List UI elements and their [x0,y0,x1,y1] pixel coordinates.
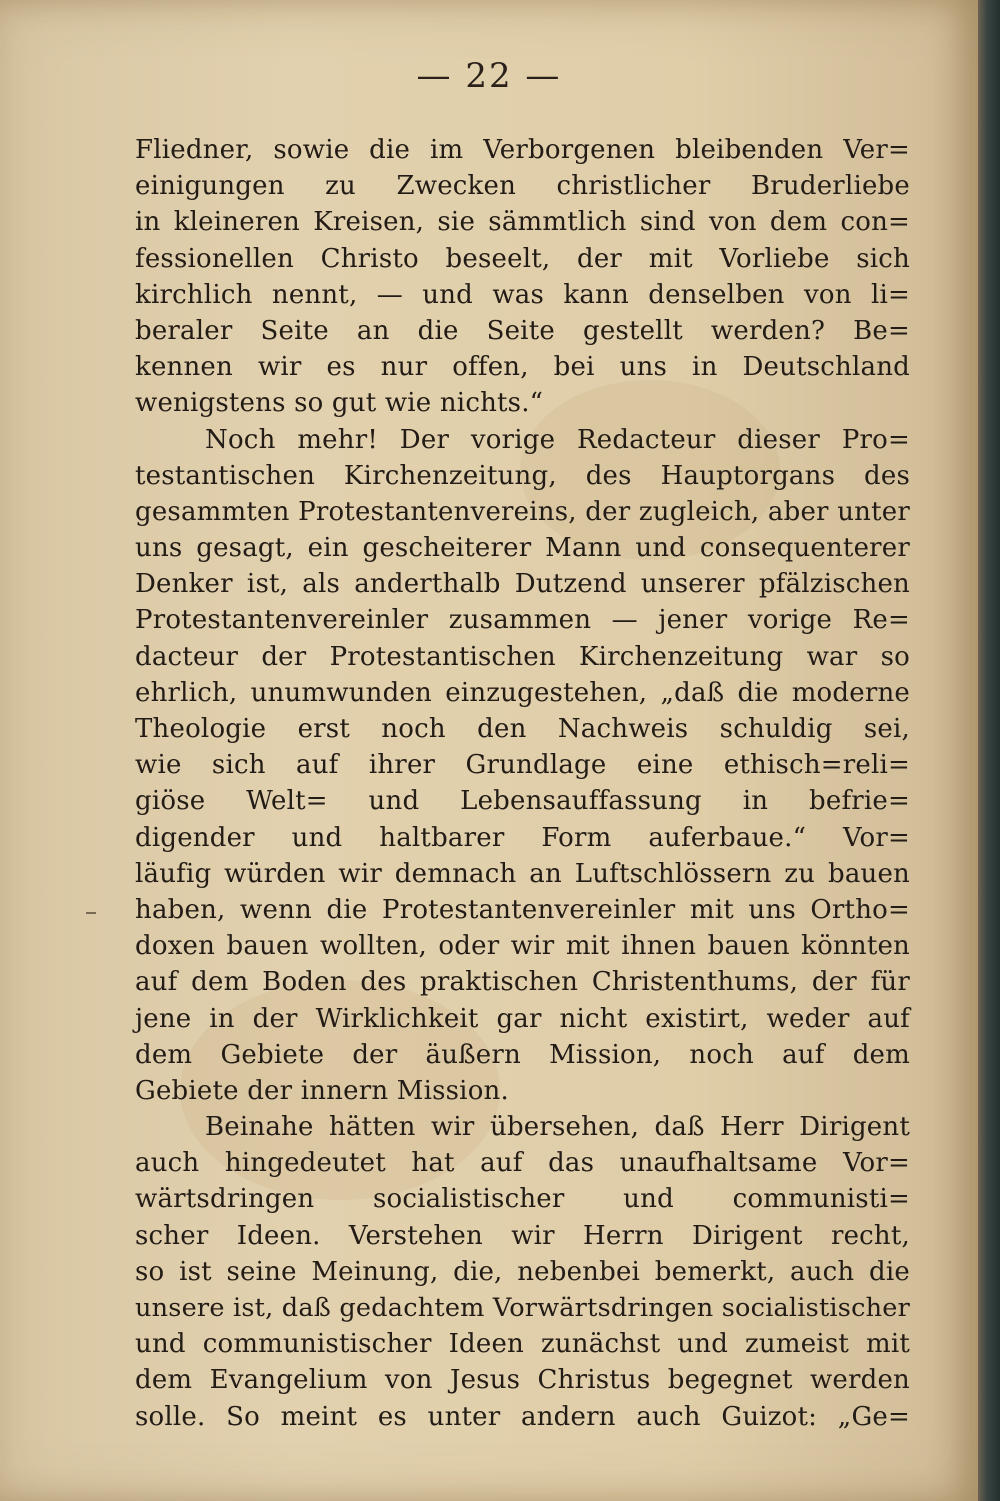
text-line: kennen wir es nur offen, bei uns in Deutschland [135,352,910,383]
text-line: unsere ist, daß gedachtem Vorwärtsdringen socialistischer [135,1293,910,1323]
text-line: auf dem Boden des praktischen Christenthums, der für [135,967,910,998]
text-line: giöse Welt= und Lebensauffassung in befrie= [135,786,910,817]
text-line: Protestantenvereinler zusammen — jener vorige Re= [135,605,910,636]
text-line: Denker ist, als anderthalb Dutzend unserer pfälzischen [135,569,910,600]
text-line: uns gesagt, ein gescheiterer Mann und consequenterer [135,533,910,564]
text-line: in kleineren Kreisen, sie sämmtlich sind von dem con= [135,207,910,238]
text-line: Fliedner, sowie die im Verborgenen bleibenden Ver= [135,135,910,165]
text-line: testantischen Kirchenzeitung, des Hauptorgans des [135,460,910,491]
body-text [135,132,910,1435]
text-line: Noch mehr! Der vorige Redacteur dieser Pro= [205,424,910,455]
text-line: beraler Seite an die Seite gestellt werden? Be= [135,315,910,346]
text-line: ehrlich, unumwunden einzugestehen, „daß die moderne [135,677,910,708]
text-line: so ist seine Meinung, die, nebenbei bemerkt, auch die [135,1256,910,1287]
page-number: — 22 — [416,56,562,96]
text-line: läufig würden wir demnach an Luftschlössern zu bauen [135,858,910,889]
text-line: solle. So meint es unter andern auch Guizot: „Ge= [135,1401,910,1432]
text-line: kirchlich nennt, — und was kann denselben von li= [135,279,910,310]
book-spine-edge [978,0,1000,1501]
text-line: auch hingedeutet hat auf das unaufhaltsame Vor= [135,1148,910,1179]
text-line: Gebiete der innern Mission. [135,1075,509,1106]
text-line: wärtsdringen socialistischer und communisti= [135,1184,910,1215]
text-line: jene in der Wirklichkeit gar nicht existirt, weder auf [135,1003,910,1034]
text-line: und communistischer Ideen zunächst und zumeist mit [135,1329,910,1360]
text-line: dacteur der Protestantischen Kirchenzeitung war so [135,641,910,672]
text-line: einigungen zu Zwecken christlicher Bruderliebe [135,171,910,202]
text-line: Beinahe hätten wir übersehen, daß Herr Dirigent [205,1112,910,1143]
text-line: doxen bauen wollten, oder wir mit ihnen bauen könnten [135,931,910,962]
text-line: wenigstens so gut wie nichts.“ [135,388,544,419]
text-line: dem Gebiete der äußern Mission, noch auf dem [135,1039,910,1070]
text-line: gesammten Protestantenvereins, der zugleich, aber unter [135,496,910,527]
text-line: Theologie erst noch den Nachweis schuldig sei, [135,714,910,744]
text-line: digender und haltbarer Form auferbaue.“ Vor= [135,822,910,853]
text-line: scher Ideen. Verstehen wir Herrn Dirigent recht, [135,1220,910,1251]
text-line: fessionellen Christo beseelt, der mit Vorliebe sich [135,243,910,274]
margin-mark [86,912,96,914]
text-line: dem Evangelium von Jesus Christus begegnet werden [135,1365,910,1396]
text-line: haben, wenn die Protestantenvereinler mit uns Ortho= [135,894,910,925]
text-line: wie sich auf ihrer Grundlage eine ethisch=reli= [135,750,910,781]
